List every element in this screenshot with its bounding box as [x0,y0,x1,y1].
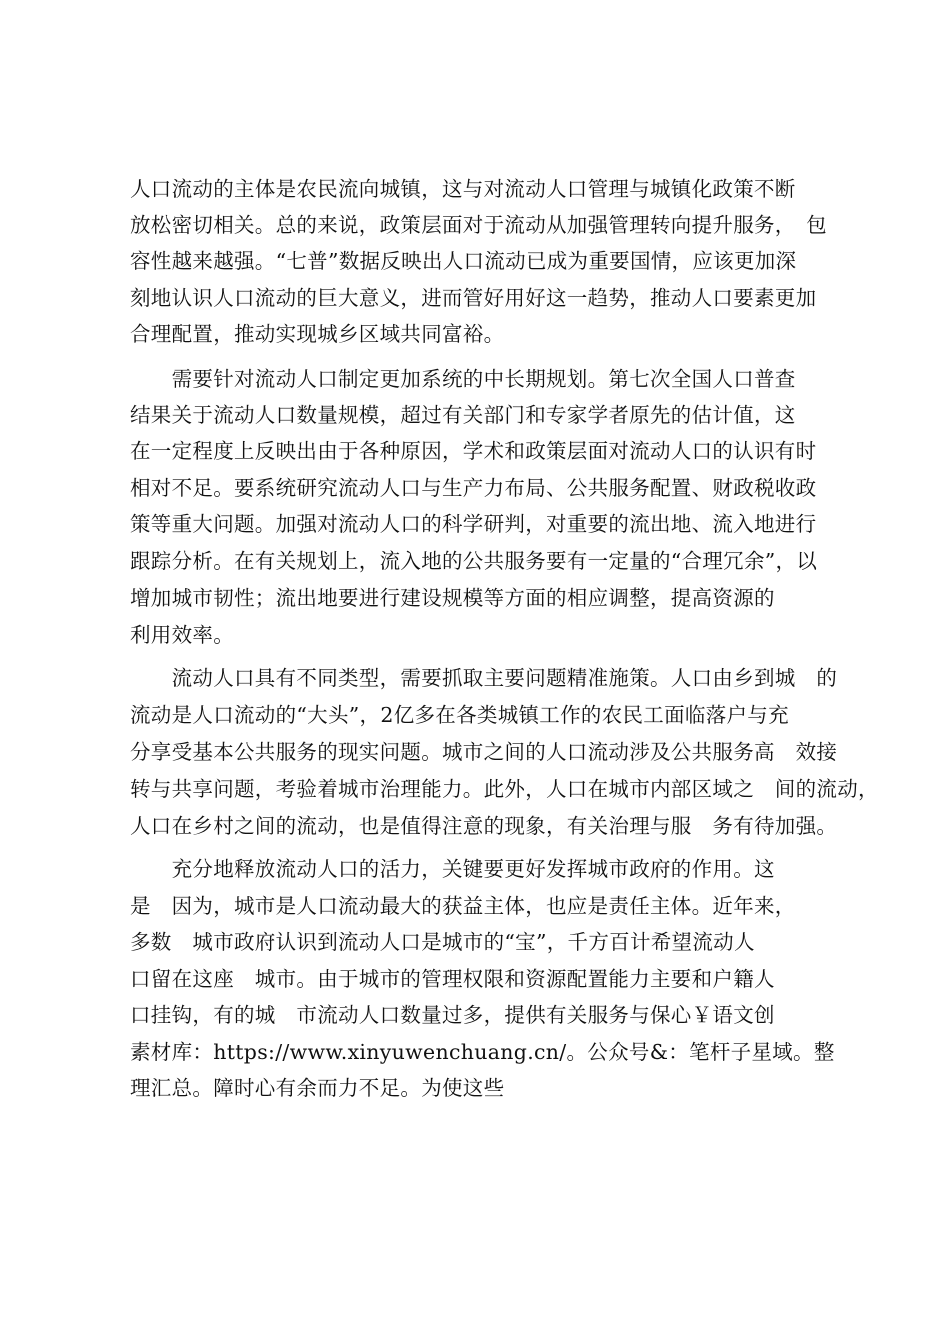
text-line: 刻地认识人口流动的巨大意义，进而管好用好这一趋势，推动人口要素更加 [130,286,817,310]
text-line: 人口在乡村之间的流动，也是值得注意的现象，有关治理与服 务有待加强。 [130,814,838,838]
text-line: 容性越来越强。“七普”数据反映出人口流动已成为重要国情，应该更加深 [130,249,797,273]
text-line: 是 因为，城市是人口流动最大的获益主体，也应是责任主体。近年来， [130,894,796,918]
text-line: 充分地释放流动人口的活力，关键要更好发挥城市政府的作用。这 [130,857,775,881]
text-line: 跟踪分析。在有关规划上，流入地的公共服务要有一定量的“合理冗余”，以 [130,549,818,573]
text-line: 策等重大问题。加强对流动人口的科学研判，对重要的流出地、流入地进行 [130,512,817,536]
text-line: 流动是人口流动的“大头”，2亿多在各类城镇工作的农民工面临落户与充 [130,703,789,727]
text-line: 转与共享问题，考验着城市治理能力。此外，人口在城市内部区域之 间的流动， [130,777,879,801]
text-line: 素材库：https://www.xinyuwenchuang.cn/。公众号&：笔杆子星域。整 [130,1040,835,1064]
text-line: 相对不足。要系统研究流动人口与生产力布局、公共服务配置、财政税收政 [130,476,817,500]
text-line: 增加城市韧性；流出地要进行建设规模等方面的相应调整，提高资源的 [130,586,775,610]
text-line: 合理配置，推动实现城乡区域共同富裕。 [130,322,505,346]
text-line: 口挂钩，有的城 市流动人口数量过多，提供有关服务与保心￥语文创 [130,1003,775,1027]
text-line: 需要针对流动人口制定更加系统的中长期规划。第七次全国人口普查 [130,367,796,391]
text-line: 理汇总。障时心有余而力不足。为使这些 [130,1076,505,1100]
text-line: 在一定程度上反映出由于各种原因，学术和政策层面对流动人口的认识有时 [130,439,817,463]
text-line: 流动人口具有不同类型，需要抓取主要问题精准施策。人口由乡到城 的 [130,666,838,690]
text-line: 口留在这座 城市。由于城市的管理权限和资源配置能力主要和户籍人 [130,967,775,991]
text-line: 人口流动的主体是农民流向城镇，这与对流动人口管理与城镇化政策不断 [130,177,796,201]
text-line: 分享受基本公共服务的现实问题。城市之间的人口流动涉及公共服务高 效接 [130,740,838,764]
text-line: 结果关于流动人口数量规模，超过有关部门和专家学者原先的估计值，这 [130,403,796,427]
text-line: 利用效率。 [130,623,234,647]
text-line: 多数 城市政府认识到流动人口是城市的“宝”，千方百计希望流动人 [130,930,755,954]
text-line: 放松密切相关。总的来说，政策层面对于流动从加强管理转向提升服务， 包 [130,213,827,237]
